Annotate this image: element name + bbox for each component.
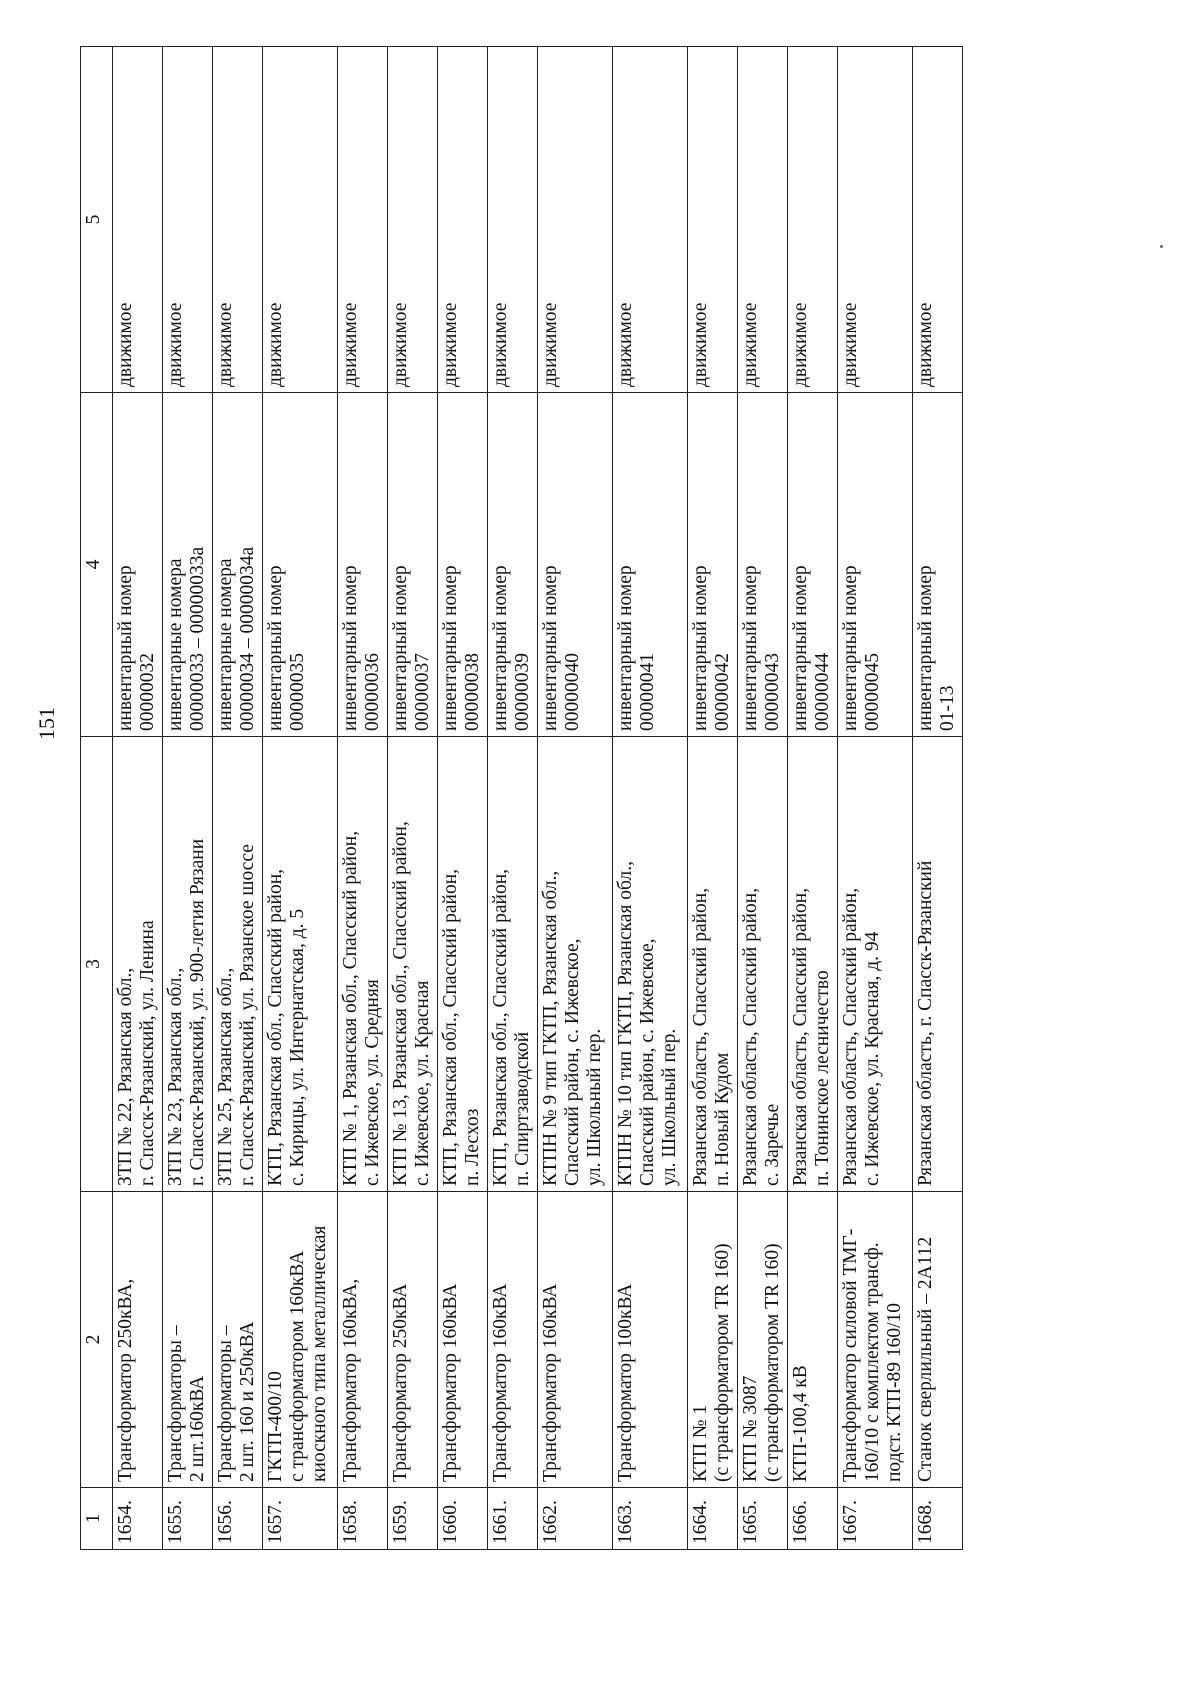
row-name: Трансформатор 250кВА [388,1192,438,1488]
row-address: КТП, Рязанская обл., Спасский район, п. Спиртзаводской [488,737,538,1192]
row-number: 1656. [213,1488,263,1550]
table-row [388,47,438,1550]
table-row [263,47,338,1550]
row-name: Трансформаторы – 2 шт.160кВА [163,1192,213,1488]
row-number: 1667. [838,1488,913,1550]
table-row [163,47,213,1550]
row-address: Рязанская область, Спасский район, п. Новый Кудом [688,737,738,1192]
row-inventory: инвентарные номера 00000033 – 00000033а [163,393,213,737]
row-address: КТП № 1, Рязанская обл., Спасский район, с. Ижевское, ул. Средняя [338,737,388,1192]
header-col-1: 1 [81,1488,113,1550]
table-row [538,47,613,1550]
row-number: 1665. [738,1488,788,1550]
row-type: движимое [263,47,338,393]
header-row [81,47,113,1550]
row-name: Трансформаторы – 2 шт. 160 и 250кВА [213,1192,263,1488]
row-address: ЗТП № 23, Рязанская обл., г. Спасск-Рязанский, ул. 900-летия Рязани [163,737,213,1192]
row-number: 1663. [613,1488,688,1550]
rotated-table-wrapper [80,47,1060,1550]
row-address: КТПН № 10 тип ГКТП, Рязанская обл., Спасский район, с. Ижевское, ул. Школьный пер. [613,737,688,1192]
row-inventory: инвентарный номер 00000040 [538,393,613,737]
row-name: Трансформатор 160кВА, [338,1192,388,1488]
row-inventory: инвентарный номер 00000032 [113,393,163,737]
row-name: Трансформатор 160кВА [538,1192,613,1488]
row-number: 1662. [538,1488,613,1550]
row-address: Рязанская область, Спасский район, с. Ижевское, ул. Красная, д. 94 [838,737,913,1192]
row-type: движимое [163,47,213,393]
row-inventory: инвентарный номер 00000045 [838,393,913,737]
row-type: движимое [738,47,788,393]
row-number: 1658. [338,1488,388,1550]
property-table [80,46,963,1550]
row-inventory: инвентарный номер 00000038 [438,393,488,737]
row-type: движимое [838,47,913,393]
row-number: 1666. [788,1488,838,1550]
header-col-4: 4 [81,393,113,737]
row-number: 1659. [388,1488,438,1550]
header-col-5: 5 [81,47,113,393]
row-address: ЗТП № 25, Рязанская обл., г. Спасск-Рязанский, ул. Рязанское шоссе [213,737,263,1192]
row-number: 1655. [163,1488,213,1550]
row-number: 1668. [913,1488,963,1550]
header-col-3: 3 [81,737,113,1192]
row-number: 1660. [438,1488,488,1550]
row-type: движимое [388,47,438,393]
row-inventory: инвентарный номер 00000037 [388,393,438,737]
row-type: движимое [438,47,488,393]
table-row [838,47,913,1550]
row-number: 1654. [113,1488,163,1550]
row-name: Станок сверлильный – 2А112 [913,1192,963,1488]
row-inventory: инвентарные номера 00000034 – 00000034а [213,393,263,737]
page-number: 151 [34,707,59,740]
row-name: ГКТП-400/10 с трансформатором 160кВА киоскного типа металлическая [263,1192,338,1488]
row-address: КТПН № 9 тип ГКТП, Рязанская обл., Спасский район, с. Ижевское, ул. Школьный пер. [538,737,613,1192]
row-type: движимое [613,47,688,393]
row-inventory: инвентарный номер 00000039 [488,393,538,737]
row-inventory: инвентарный номер 01-13 [913,393,963,737]
row-name: Трансформатор 160кВА [488,1192,538,1488]
row-inventory: инвентарный номер 00000044 [788,393,838,737]
row-inventory: инвентарный номер 00000041 [613,393,688,737]
row-address: ЗТП № 22, Рязанская обл., г. Спасск-Рязанский, ул. Ленина [113,737,163,1192]
header-col-2: 2 [81,1192,113,1488]
table-row [438,47,488,1550]
row-inventory: инвентарный номер 00000035 [263,393,338,737]
row-address: КТП, Рязанская обл., Спасский район, с. Кирицы, ул. Интернатская, д. 5 [263,737,338,1192]
row-type: движимое [488,47,538,393]
row-name: КТП № 3087 (с трансформатором TR 160) [738,1192,788,1488]
row-address: КТП № 13, Рязанская обл., Спасский район, с. Ижевское, ул. Красная [388,737,438,1192]
row-type: движимое [538,47,613,393]
row-address: Рязанская область, Спасский район, п. Тонинское лесничество [788,737,838,1192]
row-type: движимое [338,47,388,393]
row-name: КТП № 1 (с трансформатором TR 160) [688,1192,738,1488]
table-row [788,47,838,1550]
scan-speck [1160,245,1163,248]
row-name: Трансформатор 100кВА [613,1192,688,1488]
row-address: Рязанская область, Спасский район, с. Заречье [738,737,788,1192]
row-name: Трансформатор 250кВА, [113,1192,163,1488]
table-row [488,47,538,1550]
row-inventory: инвентарный номер 00000043 [738,393,788,737]
row-address: Рязанская область, г. Спасск-Рязанский [913,737,963,1192]
row-number: 1664. [688,1488,738,1550]
row-number: 1661. [488,1488,538,1550]
table-row [338,47,388,1550]
row-name: Трансформатор силовой ТМГ- 160/10 с комплектом трансф. подст. КТП-89 160/10 [838,1192,913,1488]
row-type: движимое [113,47,163,393]
table-row [213,47,263,1550]
row-inventory: инвентарный номер 00000036 [338,393,388,737]
row-number: 1657. [263,1488,338,1550]
table-row [913,47,963,1550]
row-type: движимое [688,47,738,393]
table-row [688,47,738,1550]
row-name: Трансформатор 160кВА [438,1192,488,1488]
row-type: движимое [913,47,963,393]
table-row [613,47,688,1550]
row-type: движимое [788,47,838,393]
row-name: КТП-100,4 кВ [788,1192,838,1488]
row-type: движимое [213,47,263,393]
table-row [113,47,163,1550]
row-inventory: инвентарный номер 00000042 [688,393,738,737]
table-row [738,47,788,1550]
row-address: КТП, Рязанская обл., Спасский район, п. Лесхоз [438,737,488,1192]
